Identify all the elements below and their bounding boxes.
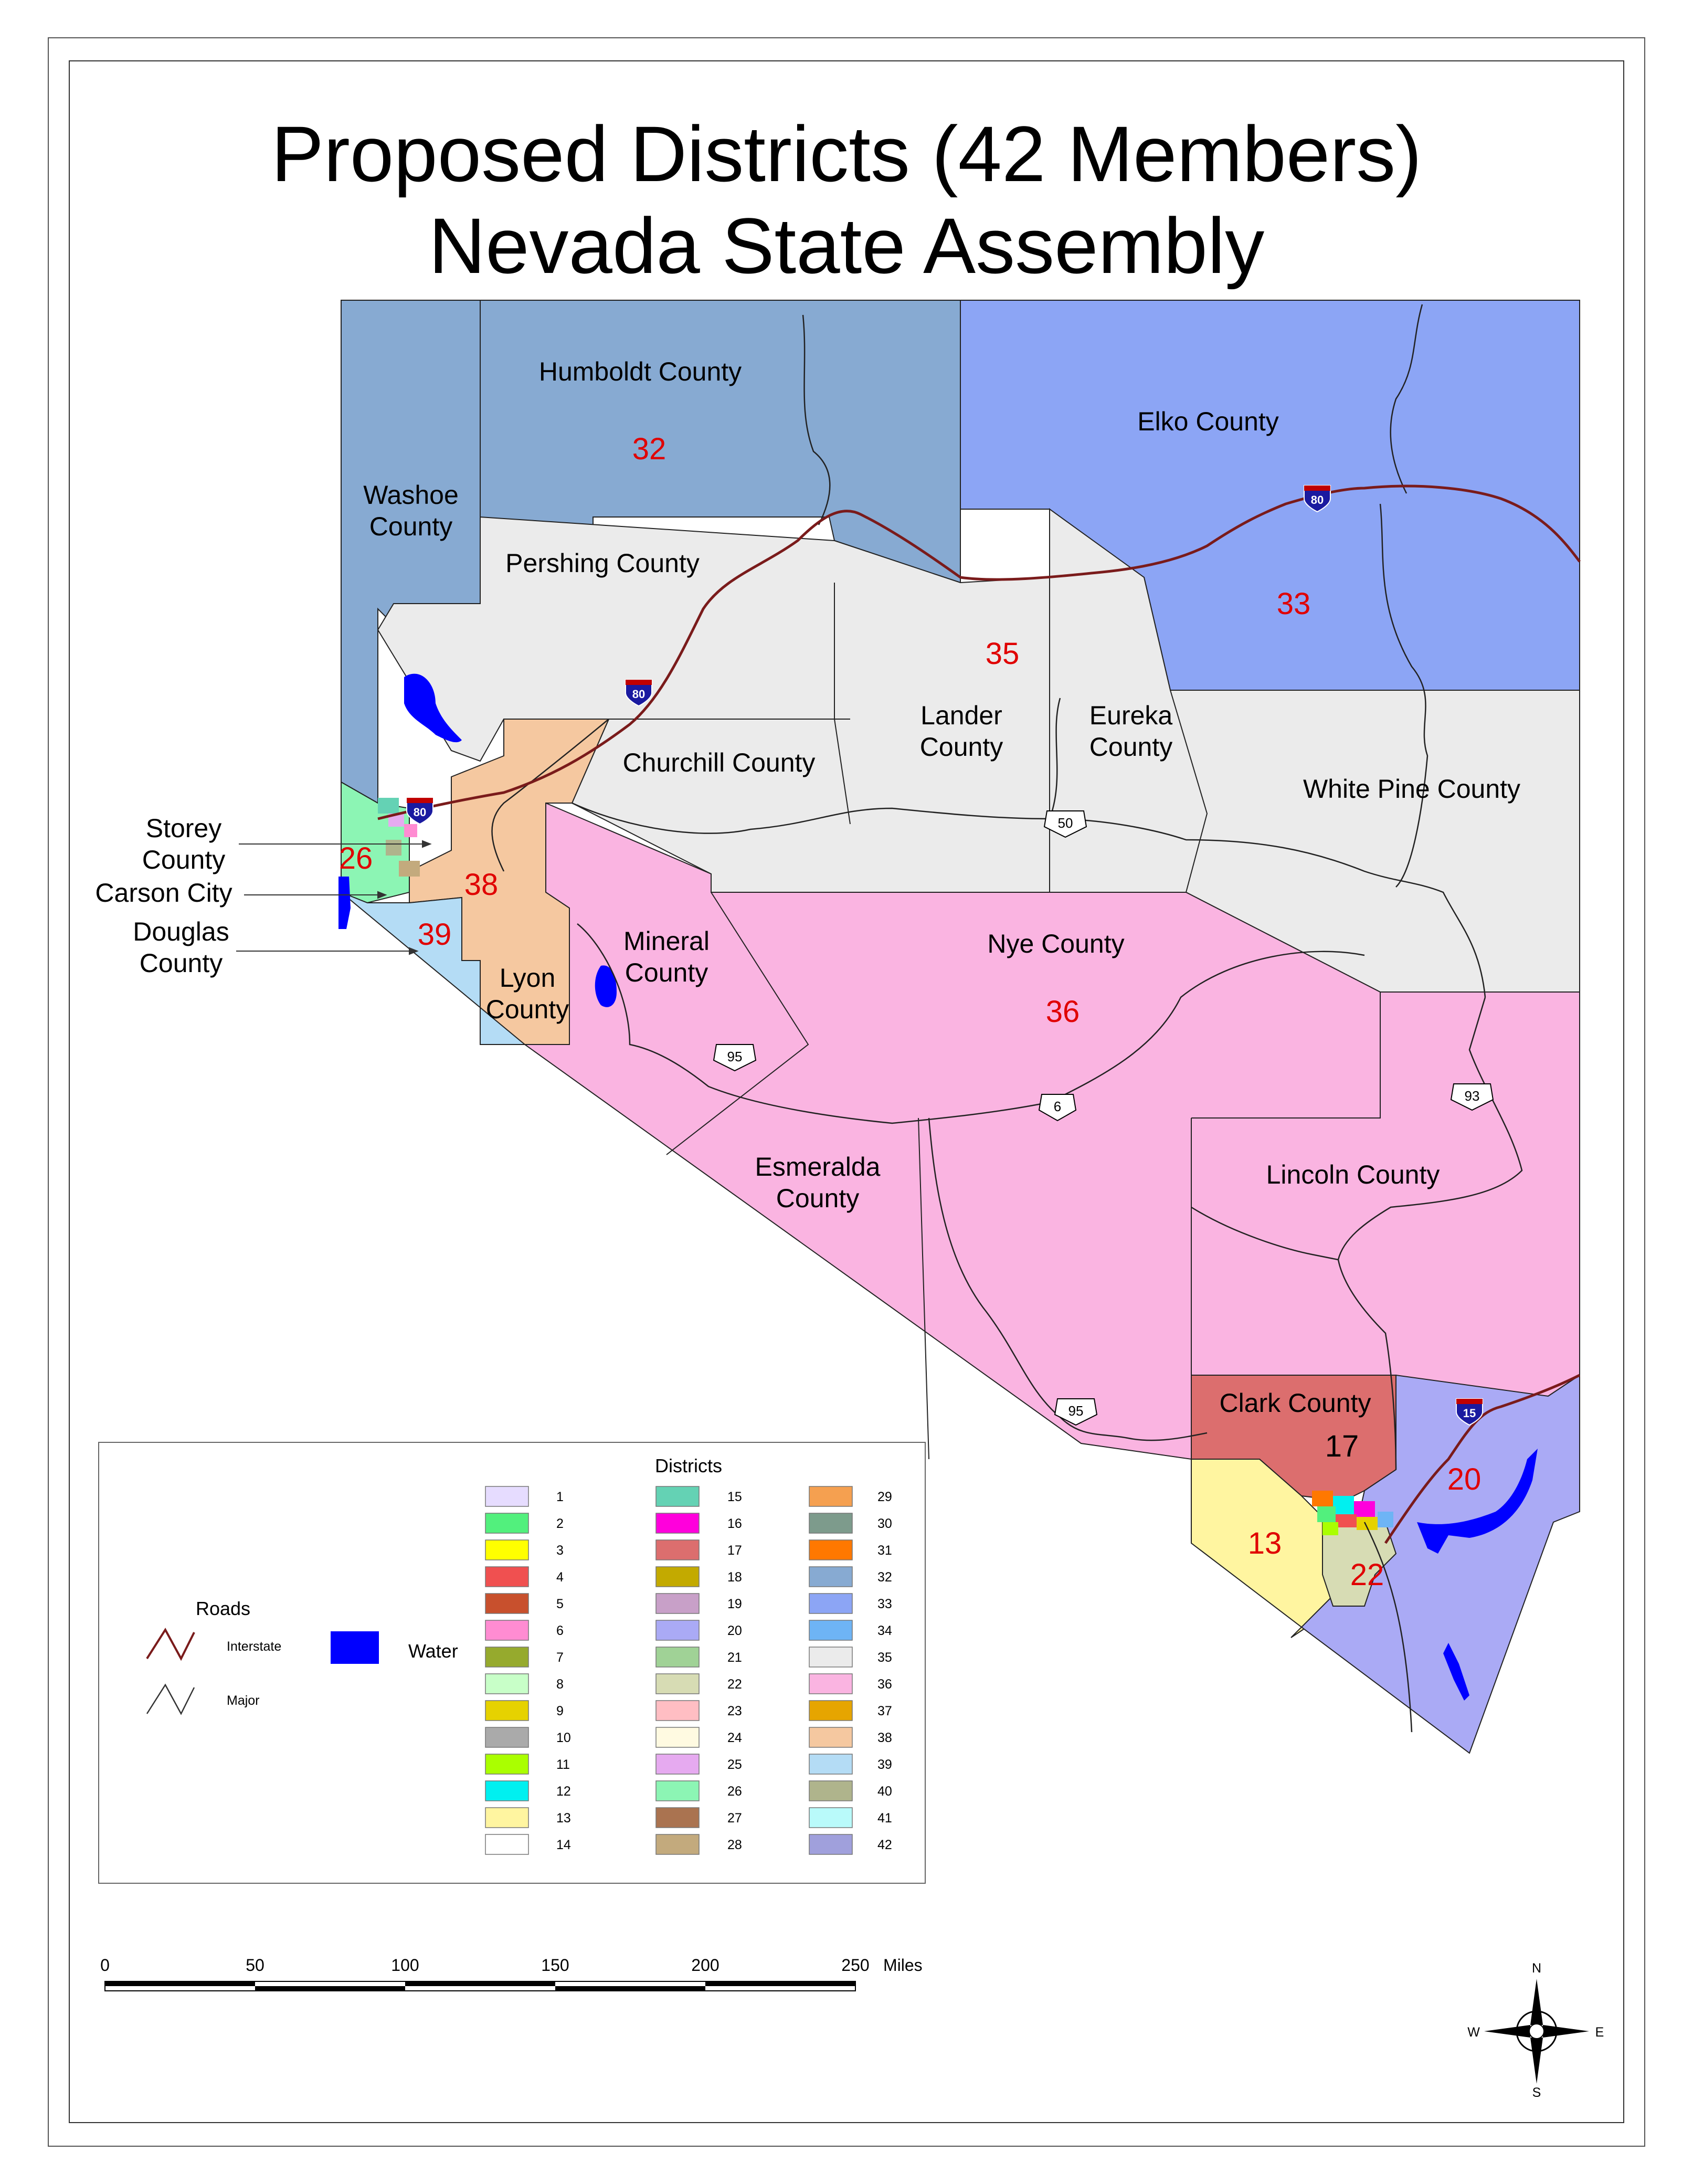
lake-tahoe: [338, 877, 351, 929]
legend-swatch-30: [809, 1513, 852, 1533]
legend-swatch-34: [809, 1620, 852, 1640]
legend-swatch-label-2: 2: [556, 1516, 564, 1531]
legend-swatch-label-16: 16: [727, 1516, 742, 1531]
label-lincoln-county: Lincoln County: [1266, 1160, 1440, 1189]
legend-swatch-label-14: 14: [556, 1838, 571, 1852]
legend-swatch-21: [656, 1647, 699, 1667]
legend-swatch-5: [485, 1594, 528, 1613]
label-churchill-county: Churchill County: [622, 748, 816, 777]
label-lander-line2: County: [919, 732, 1003, 762]
legend-swatch-33: [809, 1594, 852, 1613]
district-label-32: 32: [632, 432, 666, 466]
scale-tick-250: 250: [841, 1956, 870, 1975]
legend-swatch-label-12: 12: [556, 1784, 571, 1799]
district-label-35: 35: [985, 637, 1020, 671]
label-elko-county: Elko County: [1137, 407, 1279, 436]
legend-swatch-label-3: 3: [556, 1543, 564, 1558]
scale-bar: [105, 1981, 855, 1991]
legend-swatch-38: [809, 1727, 852, 1747]
legend-swatch-label-42: 42: [877, 1838, 892, 1852]
i80-east-label: 80: [1310, 493, 1324, 507]
label-nye-county: Nye County: [987, 929, 1125, 958]
district-label-17: 17: [1325, 1429, 1359, 1463]
legend-swatch-25: [656, 1754, 699, 1774]
scale-tick-0: 0: [100, 1956, 110, 1975]
district-label-38: 38: [464, 868, 499, 902]
us6-label: 6: [1053, 1099, 1062, 1114]
legend-swatch-41: [809, 1808, 852, 1828]
legend-swatch-label-20: 20: [727, 1623, 742, 1638]
legend-swatch-label-29: 29: [877, 1490, 892, 1504]
i15-label: 15: [1463, 1407, 1476, 1420]
legend-major-label: Major: [227, 1693, 260, 1708]
legend-swatch-20: [656, 1620, 699, 1640]
legend-swatch-3: [485, 1540, 528, 1560]
legend-water-swatch: [331, 1631, 379, 1664]
label-eureka-line1: Eureka: [1089, 701, 1173, 730]
district-label-36: 36: [1045, 995, 1080, 1029]
legend-swatch-label-24: 24: [727, 1731, 742, 1745]
callout-carson-city: Carson City: [95, 878, 232, 908]
legend-swatch-8: [485, 1674, 528, 1694]
district-label-26: 26: [338, 841, 373, 875]
legend-swatch-label-35: 35: [877, 1650, 892, 1665]
legend-swatch-label-5: 5: [556, 1597, 564, 1611]
legend-swatch-label-13: 13: [556, 1811, 571, 1826]
legend-swatch-label-6: 6: [556, 1623, 564, 1638]
callout-douglas-line2: County: [139, 948, 223, 978]
legend-swatch-6: [485, 1620, 528, 1640]
legend-swatch-2: [485, 1513, 528, 1533]
legend-swatch-label-7: 7: [556, 1650, 564, 1665]
legend-swatch-29: [809, 1486, 852, 1506]
legend-swatch-13: [485, 1808, 528, 1828]
us50-label: 50: [1057, 815, 1073, 831]
legend-swatch-12: [485, 1781, 528, 1801]
legend-swatch-7: [485, 1647, 528, 1667]
legend-swatch-label-4: 4: [556, 1570, 564, 1585]
scale-tick-150: 150: [541, 1956, 569, 1975]
legend-swatch-26: [656, 1781, 699, 1801]
i80-mid-label: 80: [632, 688, 646, 701]
legend-swatch-label-22: 22: [727, 1677, 742, 1692]
legend-swatch-label-33: 33: [877, 1597, 892, 1611]
legend-swatch-22: [656, 1674, 699, 1694]
district-label-33: 33: [1276, 587, 1311, 621]
legend-swatch-label-26: 26: [727, 1784, 742, 1799]
i80-shield-west: [407, 798, 433, 824]
legend-swatch-label-38: 38: [877, 1731, 892, 1745]
legend-swatch-11: [485, 1754, 528, 1774]
legend-roads-title: Roads: [195, 1598, 251, 1619]
label-esmeralda-line1: Esmeralda: [755, 1152, 881, 1181]
label-humboldt-county: Humboldt County: [538, 357, 742, 386]
label-pershing-county: Pershing County: [505, 548, 700, 578]
map-title-line2: Nevada State Assembly: [428, 202, 1265, 290]
label-lander-line1: Lander: [920, 701, 1002, 730]
legend-swatch-label-10: 10: [556, 1731, 571, 1745]
legend-swatch-label-9: 9: [556, 1704, 564, 1718]
legend-swatch-label-30: 30: [877, 1516, 892, 1531]
label-clark-county: Clark County: [1219, 1388, 1371, 1418]
legend-swatch-17: [656, 1540, 699, 1560]
label-washoe-line1: Washoe: [363, 480, 459, 510]
map-title-line1: Proposed Districts (42 Members): [271, 110, 1422, 198]
legend-swatch-24: [656, 1727, 699, 1747]
legend-swatch-40: [809, 1781, 852, 1801]
compass-w: W: [1467, 2025, 1480, 2040]
label-mineral-line2: County: [625, 958, 708, 987]
legend-swatch-28: [656, 1834, 699, 1854]
compass-s: S: [1532, 2085, 1541, 2100]
legend-swatch-16: [656, 1513, 699, 1533]
district-label-20: 20: [1447, 1462, 1482, 1496]
legend-swatch-label-11: 11: [556, 1757, 570, 1772]
label-washoe-line2: County: [369, 512, 453, 541]
legend-swatch-18: [656, 1567, 699, 1587]
legend-swatch-35: [809, 1647, 852, 1667]
legend-swatch-label-40: 40: [877, 1784, 892, 1799]
legend-swatch-label-41: 41: [877, 1811, 892, 1826]
scale-tick-50: 50: [246, 1956, 264, 1975]
legend-swatch-label-8: 8: [556, 1677, 564, 1692]
legend-swatch-label-37: 37: [877, 1704, 892, 1718]
callout-storey-line1: Storey: [145, 814, 222, 843]
legend-swatch-label-25: 25: [727, 1757, 742, 1772]
district-label-22: 22: [1350, 1558, 1384, 1592]
scale-unit: Miles: [883, 1956, 923, 1975]
us95-south-label: 95: [1068, 1403, 1084, 1419]
compass-e: E: [1595, 2025, 1604, 2040]
legend-swatch-label-17: 17: [727, 1543, 742, 1558]
legend-swatch-10: [485, 1727, 528, 1747]
legend-swatch-9: [485, 1701, 528, 1721]
legend-swatch-1: [485, 1486, 528, 1506]
legend-swatch-label-31: 31: [877, 1543, 892, 1558]
legend-swatch-32: [809, 1567, 852, 1587]
label-mineral-line1: Mineral: [623, 926, 710, 956]
label-lyon-line1: Lyon: [499, 963, 556, 993]
legend-districts-title: Districts: [655, 1455, 722, 1476]
i80-west-label: 80: [413, 806, 427, 819]
compass-rose-icon: [1484, 1979, 1589, 2084]
legend-swatch-label-32: 32: [877, 1570, 892, 1585]
label-lyon-line2: County: [485, 995, 569, 1024]
legend-swatch-label-18: 18: [727, 1570, 742, 1585]
legend-swatch-14: [485, 1834, 528, 1854]
legend-swatch-label-36: 36: [877, 1677, 892, 1692]
legend-swatch-42: [809, 1834, 852, 1854]
legend-swatch-label-34: 34: [877, 1623, 892, 1638]
legend-swatch-4: [485, 1567, 528, 1587]
scale-tick-100: 100: [391, 1956, 419, 1975]
legend-swatch-label-21: 21: [727, 1650, 742, 1665]
label-white-pine-county: White Pine County: [1303, 774, 1521, 804]
legend-interstate-label: Interstate: [227, 1639, 282, 1654]
us93-label: 93: [1464, 1088, 1480, 1104]
callout-douglas-line1: Douglas: [133, 917, 229, 946]
district-label-39: 39: [417, 917, 452, 952]
label-esmeralda-line2: County: [776, 1184, 860, 1213]
legend-swatch-label-1: 1: [556, 1490, 564, 1504]
label-eureka-line2: County: [1089, 732, 1173, 762]
legend-swatch-15: [656, 1486, 699, 1506]
legend-swatch-39: [809, 1754, 852, 1774]
compass-n: N: [1531, 1961, 1542, 1976]
legend-swatch-31: [809, 1540, 852, 1560]
legend-swatch-label-28: 28: [727, 1838, 742, 1852]
scale-tick-200: 200: [691, 1956, 719, 1975]
legend-swatch-36: [809, 1674, 852, 1694]
legend-swatch-37: [809, 1701, 852, 1721]
legend-swatch-label-19: 19: [727, 1597, 742, 1611]
legend-swatch-27: [656, 1808, 699, 1828]
callout-storey-line2: County: [142, 845, 226, 874]
legend-swatch-label-39: 39: [877, 1757, 892, 1772]
legend-swatch-label-15: 15: [727, 1490, 742, 1504]
legend-swatch-19: [656, 1594, 699, 1613]
legend-swatch-label-23: 23: [727, 1704, 742, 1718]
legend-swatch-23: [656, 1701, 699, 1721]
district-label-13: 13: [1247, 1526, 1282, 1560]
us95-north-label: 95: [727, 1049, 743, 1064]
legend-water-label: Water: [408, 1640, 458, 1662]
legend-swatch-label-27: 27: [727, 1811, 742, 1826]
